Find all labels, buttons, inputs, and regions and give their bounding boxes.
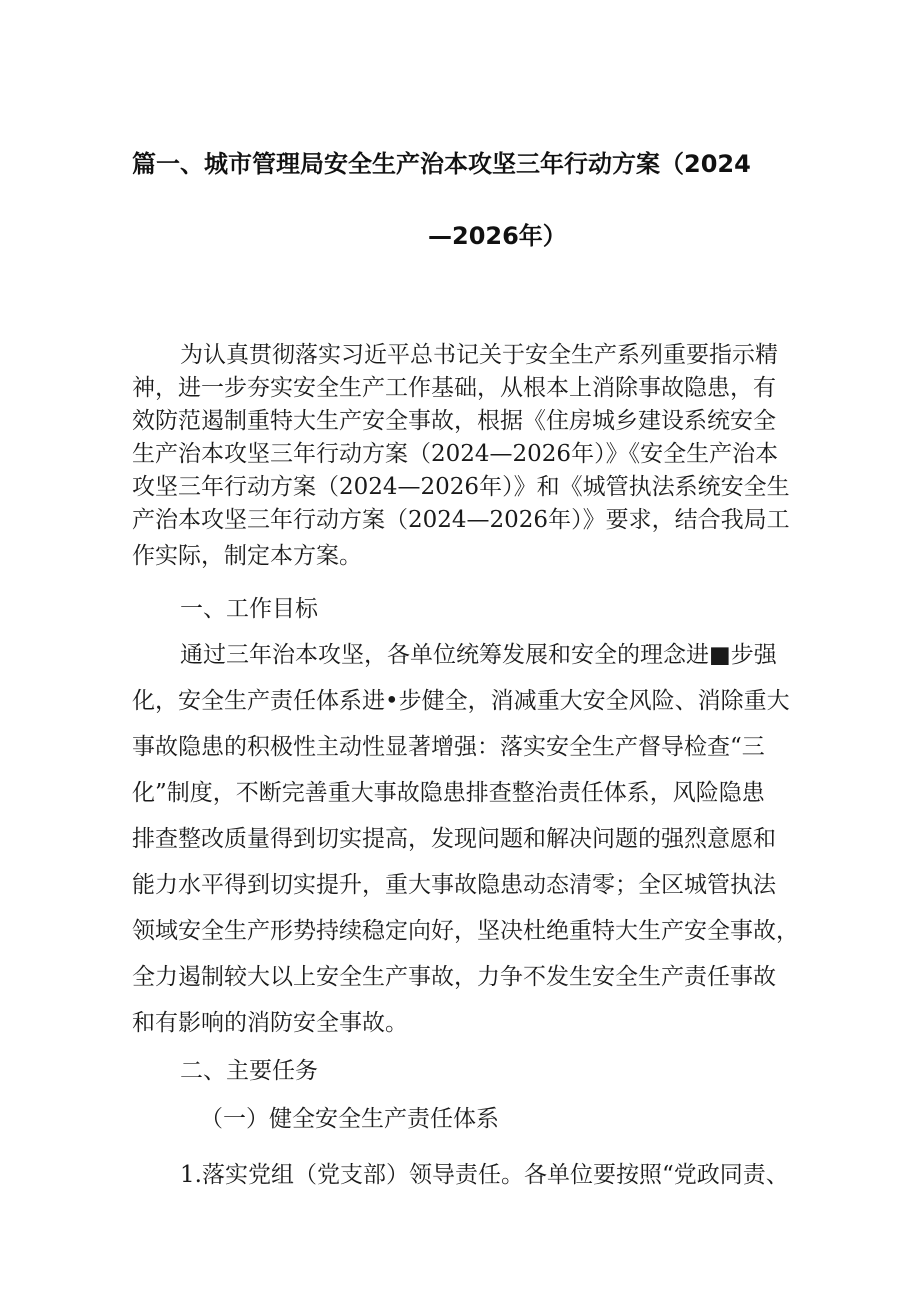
- goals-line: 事故隐患的积极性主动性显著增强：落实安全生产督导检查“三: [132, 734, 765, 760]
- goals-line: 通过三年治本攻坚，各单位统筹发展和安全的理念进■步强: [180, 642, 777, 668]
- item-1-text: 1.落实党组（党支部）领导责任。各单位要按照“党政同责、: [180, 1162, 789, 1188]
- intro-line: 为认真贯彻落实习近平总书记关于安全生产系列重要指示精: [180, 342, 778, 368]
- intro-line: 效防范遏制重特大生产安全事故，根据《住房城乡建设系统安全: [132, 408, 776, 434]
- goals-line: 排查整改质量得到切实提高，发现问题和解决问题的强烈意愿和: [132, 826, 776, 852]
- intro-line: 神，进一步夯实安全生产工作基础，从根本上消除事故隐患，有: [132, 375, 776, 401]
- goals-line: 化”制度，不断完善重大事故隐患排查整治责任体系，风险隐患: [132, 780, 765, 806]
- goals-line: 能力水平得到切实提升，重大事故隐患动态清零；全区城管执法: [132, 872, 776, 898]
- goals-line: 领域安全生产形势持续稳定向好，坚决杜绝重特大生产安全事故，: [132, 918, 799, 944]
- section-heading-tasks: 二、主要任务: [180, 1058, 318, 1084]
- subsection-heading-responsibility: （一）健全安全生产责任体系: [200, 1106, 499, 1132]
- document-title-line-2: —2026年）: [428, 222, 567, 250]
- intro-line: 作实际，制定本方案。: [132, 543, 362, 569]
- intro-line: 产治本攻坚三年行动方案（2024—2026年）》要求，结合我局工: [132, 507, 790, 533]
- document-title-line-1: 篇一、城市管理局安全生产治本攻坚三年行动方案（2024: [132, 150, 751, 178]
- section-heading-goals: 一、工作目标: [180, 596, 318, 622]
- goals-line: 化，安全生产责任体系进•步健全，消减重大安全风险、消除重大: [132, 688, 790, 714]
- goals-line: 全力遏制较大以上安全生产事故，力争不发生安全生产责任事故: [132, 964, 776, 990]
- intro-line: 攻坚三年行动方案（2024—2026年）》和《城管执法系统安全生: [132, 474, 790, 500]
- goals-line: 和有影响的消防安全事故。: [132, 1010, 408, 1036]
- intro-line: 生产治本攻坚三年行动方案（2024—2026年）》《安全生产治本: [132, 441, 779, 467]
